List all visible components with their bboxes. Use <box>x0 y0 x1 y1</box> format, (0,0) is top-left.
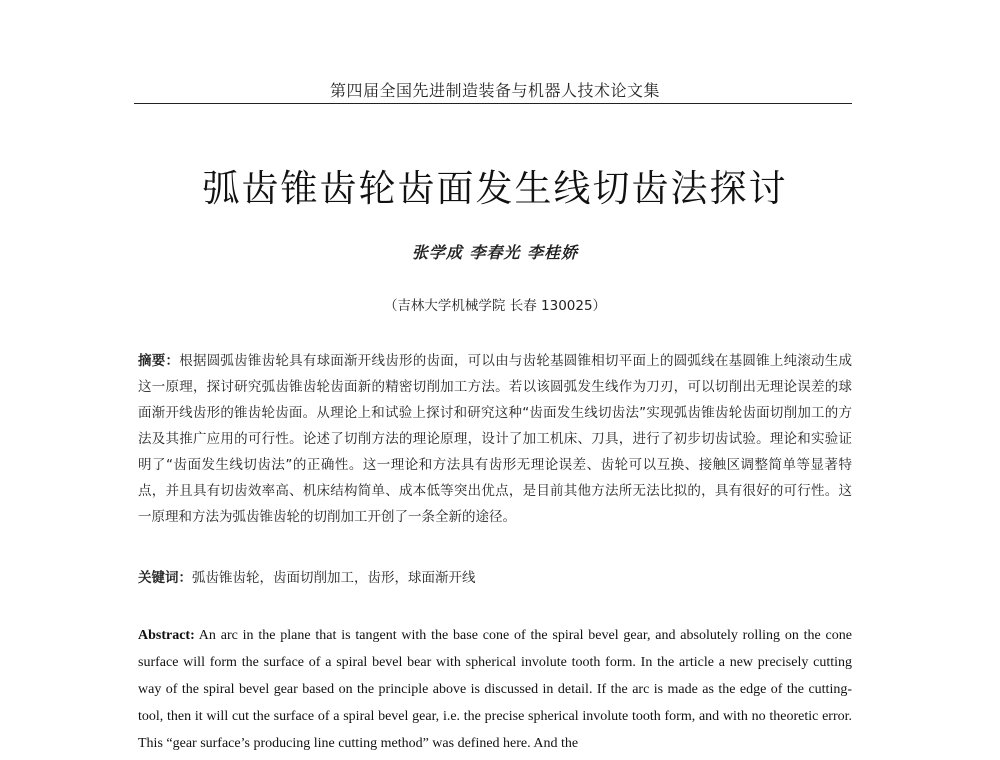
abstract-chinese <box>138 348 852 530</box>
keywords-label: 关键词： <box>138 570 192 586</box>
running-header: 第四届全国先进制造装备与机器人技术论文集 <box>329 81 660 100</box>
affiliation: （吉林大学机械学院 长春 130025） <box>383 298 607 314</box>
abstract-english-label: Abstract: <box>138 628 195 643</box>
abstract-english-text: An arc in the plane that is tangent with the base cone of the spiral bevel gear, and absolutely rolling on the cone surface will form the surface of a spiral bevel bear with spherical involute tooth form. In the article a new precisely cutting way of the spiral bevel gear based on the principle above is discussed in detail. If the arc is made as the edge of the cutting-tool, then it will cut the surface of a spiral bevel gear, i.e. the precise spherical involute tooth form, and with no theoretic error. This “gear surface’s producing line cutting method” was defined here. And the <box>138 628 852 751</box>
keywords <box>138 567 852 589</box>
abstract-chinese-text: 根据圆弧齿锥齿轮具有球面渐开线齿形的齿面，可以由与齿轮基圆锥相切平面上的圆弧线在基圆锥上纯滚动生成这一原理，探讨研究弧齿锥齿轮齿面新的精密切削加工方法。若以该圆弧发生线作为刀刃，可以切削出无理论误差的球面渐开线齿形的锥齿轮齿面。从理论上和试验上探讨和研究这种“齿面发生线切齿法”实现弧齿锥齿轮齿面切削加工的方法及其推广应用的可行性。论述了切削方法的理论原理，设计了加工机床、刀具，进行了初步切齿试验。理论和实验证明了“齿面发生线切齿法”的正确性。这一理论和方法具有齿形无理论误差、齿轮可以互换、接触区调整简单等显著特点，并且具有切齿效率高、机床结构简单、成本低等突出优点，是目前其他方法所无法比拟的，具有很好的可行性。这一原理和方法为弧齿锥齿轮的切削加工开创了一条全新的途径。 <box>138 353 853 525</box>
header-rule <box>134 103 852 104</box>
authors: 张学成 李春光 李桂娇 <box>411 243 579 262</box>
keywords-text: 弧齿锥齿轮，齿面切削加工，齿形，球面渐开线 <box>192 570 476 586</box>
paper-title: 弧齿锥齿轮齿面发生线切齿法探讨 <box>202 167 788 210</box>
abstract-english <box>138 622 852 757</box>
abstract-chinese-label: 摘要： <box>138 353 180 369</box>
